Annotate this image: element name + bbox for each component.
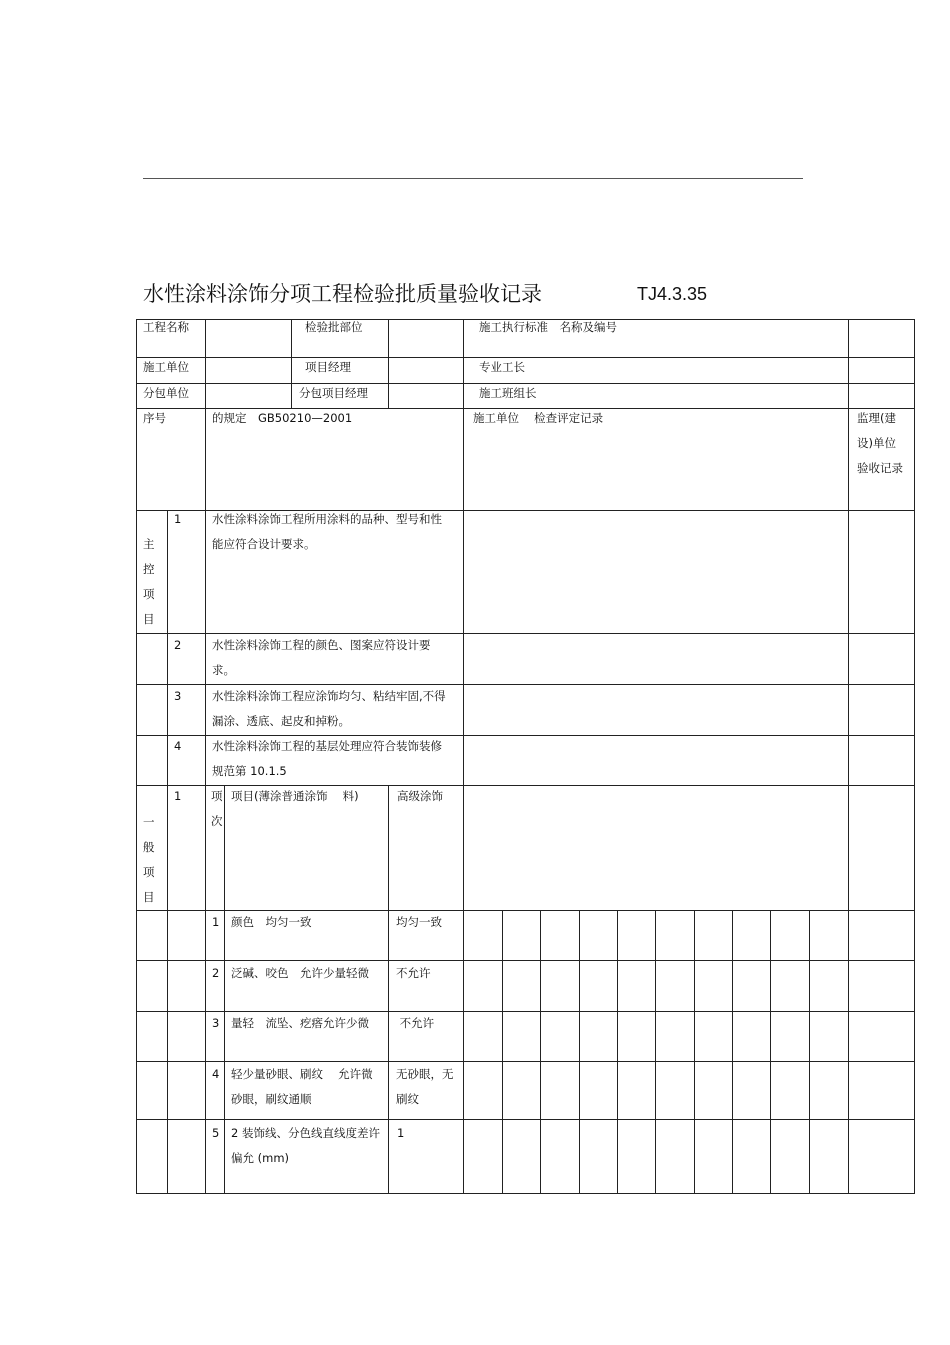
general-row-no: 4: [212, 1067, 220, 1081]
main-item-text: 水性涂料涂饰工程的颜色、图案应符设计要求。: [212, 638, 431, 677]
high-header: 高级涂饰: [397, 789, 443, 803]
general-row-item: 颜色 均匀一致: [231, 915, 312, 929]
standard-label: 施工执行标准 名称及编号: [479, 320, 617, 334]
foreman-label: 专业工长: [479, 360, 525, 374]
general-row-high: 不允许: [396, 1016, 435, 1030]
sub-seq-label: 项次: [211, 789, 223, 828]
general-row-item: 轻少量砂眼、刷纹 允许微砂眼，刷纹通顺: [231, 1067, 373, 1106]
team-leader-label: 施工班组长: [479, 386, 537, 400]
seq-header: 序号: [143, 411, 166, 425]
general-row-high: 1: [397, 1126, 405, 1140]
general-row-item: 2 装饰线、分色线直线度差许偏允 (mm): [231, 1126, 380, 1165]
project-name-label: 工程名称: [143, 320, 189, 334]
form-code: TJ4.3.35: [637, 284, 708, 304]
supervisor-header: 监理(建设)单位验收记录: [857, 411, 903, 475]
general-row-high: 不允许: [396, 966, 431, 980]
form-title: 水性涂料涂饰分项工程检验批质量验收记录: [143, 282, 542, 306]
general-row-high: 无砂眼，无刷纹: [396, 1067, 454, 1106]
main-item-no: 2: [174, 638, 182, 652]
main-item-no: 3: [174, 689, 182, 703]
general-label: 一般项目: [143, 815, 155, 904]
batch-part-label: 检验批部位: [305, 320, 363, 334]
general-row-item: 泛碱、咬色 允许少量轻微: [231, 966, 369, 980]
general-row-no: 3: [212, 1016, 220, 1030]
contractor-label: 施工单位: [143, 360, 189, 374]
project-manager-label: 项目经理: [305, 360, 351, 374]
sub-pm-label: 分包项目经理: [299, 386, 368, 400]
check-header: 施工单位 检查评定记录: [473, 411, 604, 425]
main-item-text: 水性涂料涂饰工程所用涂料的品种、型号和性能应符合设计要求。: [212, 512, 442, 551]
general-row-no: 5: [212, 1126, 220, 1140]
main-item-no: 1: [174, 512, 182, 526]
subcontractor-label: 分包单位: [143, 386, 189, 400]
header-rule: [143, 178, 803, 179]
main-control-label: 主控项目: [143, 537, 155, 626]
general-row-item: 量轻 流坠、疙瘩允许少微: [231, 1016, 369, 1030]
main-item-text: 水性涂料涂饰工程的基层处理应符合装饰装修规范第 10.1.5: [212, 739, 442, 778]
general-row-no: 1: [212, 915, 220, 929]
general-row-high: 均匀一致: [396, 915, 442, 929]
general-row-no: 2: [212, 966, 220, 980]
item-header: 项目(薄涂普通涂饰 料): [231, 789, 359, 803]
main-item-text: 水性涂料涂饰工程应涂饰均匀、粘结牢固,不得漏涂、透底、起皮和掉粉。: [212, 689, 446, 728]
general-item-no: 1: [174, 789, 182, 803]
spec-header: 的规定 GB50210—2001: [212, 411, 353, 425]
main-item-no: 4: [174, 739, 182, 753]
